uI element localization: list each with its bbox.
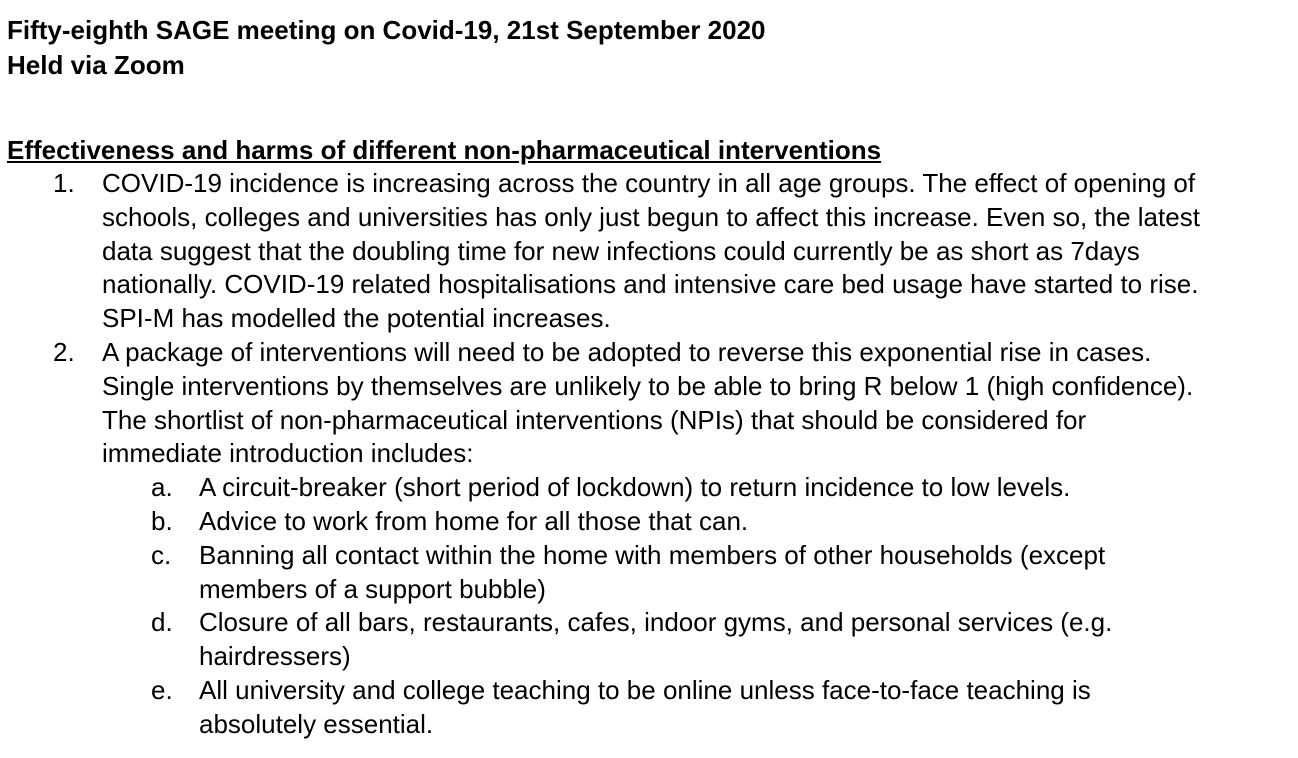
list-item-text: All university and college teaching to be online unless face-to-face teaching is absolutely essential. <box>199 674 1091 739</box>
list-item-text: Banning all contact within the home with members of other households (except members of a support bubble) <box>199 539 1106 604</box>
spacer <box>7 83 1292 133</box>
list-item <box>7 539 1209 607</box>
list-item-letter: c. <box>151 539 172 570</box>
document-title: Fifty-eighth SAGE meeting on Covid-19, 21st September 2020 <box>7 15 766 45</box>
list-item-text: Advice to work from home for all those that can. <box>199 505 749 536</box>
list-item-letter: e. <box>151 674 173 705</box>
list-item-text: A circuit-breaker (short period of lockdown) to return incidence to low levels. <box>199 472 1071 503</box>
paragraph-number: 2. <box>53 336 75 367</box>
document-subtitle: Held via Zoom <box>7 50 185 80</box>
paragraph-text: COVID-19 incidence is increasing across the country in all age groups. The effect of opening of schools, colleges and universities has only just begun to affect this increase. Even so, the latest data suggest that the doubling time for new infections could currently be as short as 7days nationally. COVID-19 related hospitalisations and intensive care bed usage have started to rise. SPI-M has modelled the potential increases. <box>102 168 1200 334</box>
numbered-paragraph <box>7 336 1212 471</box>
document-page <box>7 13 1292 742</box>
list-item-letter: d. <box>151 607 173 638</box>
list-item <box>7 674 1209 742</box>
list-item <box>7 471 1209 505</box>
paragraph-text: A package of interventions will need to be adopted to reverse this exponential rise in cases. Single interventions by themselves are unlikely to be able to bring R below 1 (high confidence). The shortlist of non-pharmaceutical interventions (NPIs) that should be considered for immediate introduction includes: <box>102 336 1194 469</box>
section-heading: Effectiveness and harms of different non-pharmaceutical interventions <box>7 135 882 165</box>
list-item <box>7 505 1209 539</box>
list-item-letter: a. <box>151 472 173 503</box>
numbered-paragraph <box>7 167 1212 336</box>
list-item-text: Closure of all bars, restaurants, cafes, indoor gyms, and personal services (e.g. hairdressers) <box>199 607 1113 672</box>
list-item <box>7 606 1209 674</box>
paragraph-number: 1. <box>53 168 75 198</box>
list-item-letter: b. <box>151 505 173 536</box>
